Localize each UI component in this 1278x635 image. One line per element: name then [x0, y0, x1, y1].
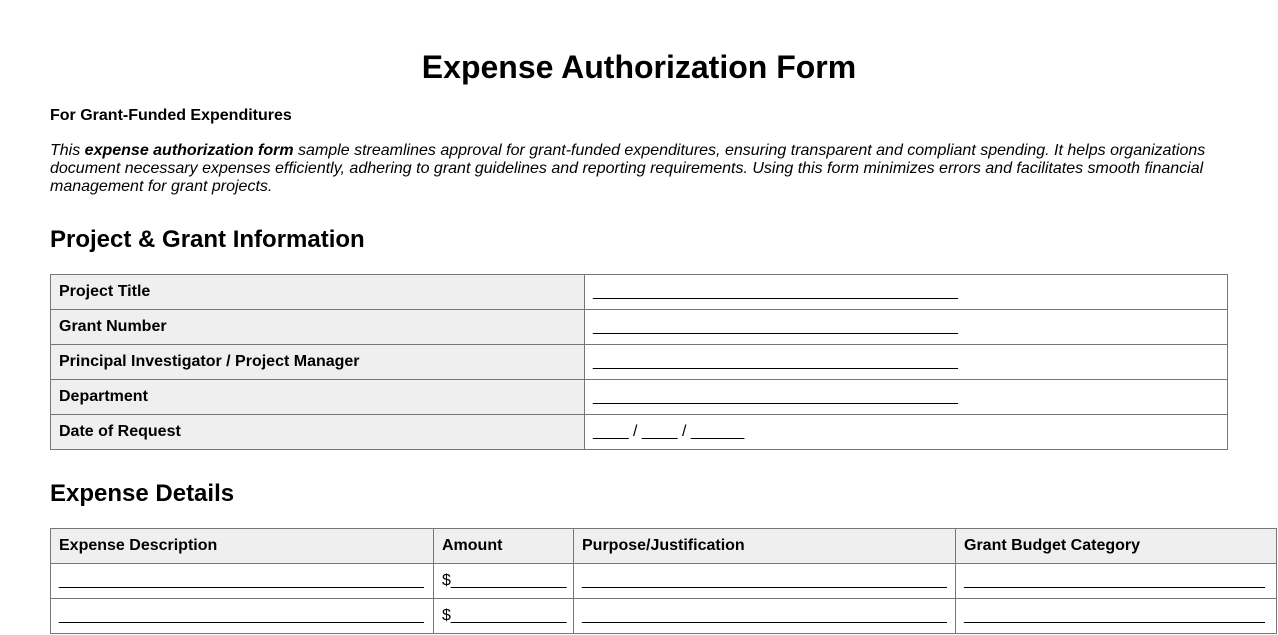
department-field[interactable]: _________________________________________	[585, 380, 1228, 415]
table-row	[51, 380, 1228, 415]
section-heading-expense: Expense Details	[50, 480, 235, 507]
row-label: Principal Investigator / Project Manager	[51, 345, 585, 380]
section-heading-project: Project & Grant Information	[50, 226, 365, 253]
column-header: Purpose/Justification	[574, 529, 956, 564]
purpose-field[interactable]: _________________________________________	[574, 599, 956, 634]
intro-text-rest: sample streamlines approval for grant-funded expenditures, ensuring transparent and compliant spending. It helps organizations document necessary expenses efficiently, adhering to grant guidelines and reporting requirements. Using this form minimizes errors and facilitates smooth financial management for grant projects.	[50, 142, 1206, 195]
project-title-field[interactable]: _________________________________________	[585, 275, 1228, 310]
column-header: Expense Description	[51, 529, 434, 564]
intro-paragraph	[50, 142, 1220, 196]
table-header-row	[51, 529, 1277, 564]
grant-number-field[interactable]: _________________________________________	[585, 310, 1228, 345]
column-header: Grant Budget Category	[956, 529, 1277, 564]
table-row	[51, 599, 1277, 634]
table-row	[51, 415, 1228, 450]
purpose-field[interactable]: _________________________________________	[574, 564, 956, 599]
investigator-field[interactable]: _________________________________________	[585, 345, 1228, 380]
subtitle: For Grant-Funded Expenditures	[50, 107, 292, 124]
amount-field[interactable]: $_____________	[434, 564, 574, 599]
date-field[interactable]: ____ / ____ / ______	[585, 415, 1228, 450]
row-label: Department	[51, 380, 585, 415]
expense-description-field[interactable]: _________________________________________	[51, 599, 434, 634]
amount-field[interactable]: $_____________	[434, 599, 574, 634]
row-label: Date of Request	[51, 415, 585, 450]
table-row	[51, 564, 1277, 599]
project-info-table	[50, 274, 1228, 450]
budget-category-field[interactable]: _________________________________________	[956, 599, 1277, 634]
page-title: Expense Authorization Form	[421, 49, 857, 85]
table-row	[51, 345, 1228, 380]
budget-category-field[interactable]: _________________________________________	[956, 564, 1277, 599]
table-row	[51, 310, 1228, 345]
expense-table	[50, 528, 1277, 634]
intro-bold: expense authorization form	[84, 142, 294, 159]
intro-text: This	[50, 142, 85, 159]
column-header: Amount	[434, 529, 574, 564]
row-label: Grant Number	[51, 310, 585, 345]
table-row	[51, 275, 1228, 310]
expense-description-field[interactable]: _________________________________________	[51, 564, 434, 599]
row-label: Project Title	[51, 275, 585, 310]
